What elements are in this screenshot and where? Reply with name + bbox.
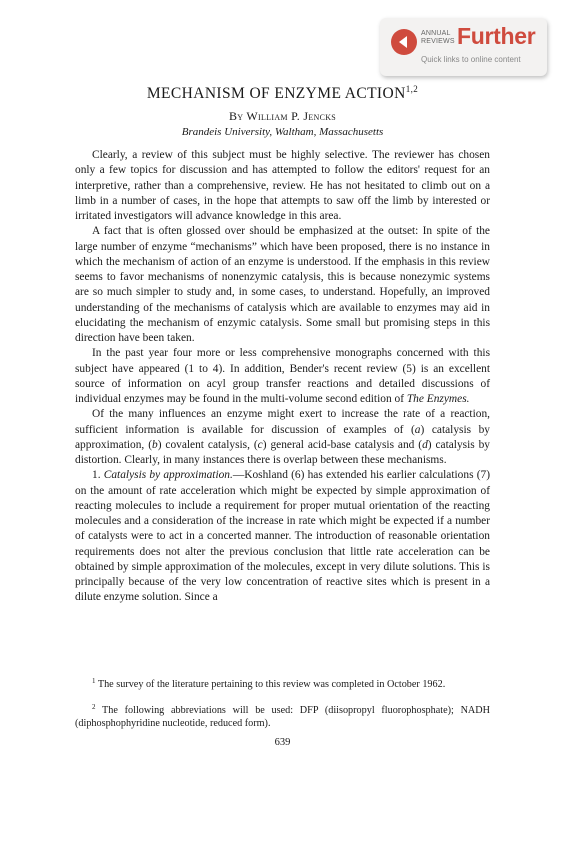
paragraph-5: 1. Catalysis by approximation.—Koshland (6) has extended his earlier calculations (7) on the amount of rate acceleration which might be expected by simple approximation of reacting molecules to include a requirement for proper mutual orientation of the reacting molecules and a consideration of the increase in rate which might be expected if a number of catalysts were to act in a concerted manner. The introduction of reasonable orientation requirements does not alter the previous conclusion that little rate acceleration can be obtained by simple approximation of the molecules, except in very dilute solutions. This is principally because of the very low concentration of reactive sites which is present in a dilute enzyme solution. Since a [75, 469, 491, 604]
footnote-1: $^1$ The survey of the literature pertaining to this review was completed in October 1962. [92, 677, 446, 690]
section-heading: Catalysis by approximation. [103, 469, 233, 482]
paragraph-4: Of the many influences an enzyme might exert to increase the rate of a reaction, sufficient information is available for discussion of examples of (a) catalysis by approximation, (b) covalent catalysis, (c) general acid-base catalysis and (d) catalysis by distortion. Clearly, in many instances there is overlap between these mechanisms. [75, 408, 490, 466]
book-title: The Enzymes. [406, 393, 470, 405]
affiliation: Brandeis University, Waltham, Massachusetts [181, 126, 384, 138]
paragraph-1: Clearly, a review of this subject must be highly selective. The reviewer has chosen only a few topics for discussion and has attempted to follow the editors' request for an interpretive, rather than a comprehensive, review. He has not hesitated to climb out on a limb in a number of cases, in the hope that attempts to saw off the limb by interested or irritated investigators will advance knowledge in this area. [75, 149, 490, 222]
badge-publisher-label: ANNUAL REVIEWS [421, 30, 455, 45]
article-body [75, 148, 490, 606]
paragraph-3: In the past year four more or less comprehensive monographs concerned with this subject have appeared (1 to 4). In addition, Bender's recent review (5) is an excellent source of information on acyl group transfer reactions and detailed discussions of individual enzymes may be found in the multi-volume second edition of The Enzymes. [75, 347, 490, 405]
article-title: MECHANISM OF ENZYME ACTION$^{1,2}$ [146, 84, 419, 102]
badge-further-label: Further [457, 23, 536, 49]
badge-subtitle: Quick links to online content [421, 55, 521, 64]
footnote-2: $^2$ The following abbreviations will be used: DFP (diisopropyl fluorophosphate); NADH (diphosphophyridine nucleotide, reduced form). [75, 703, 490, 729]
author-line: By William P. Jencks [228, 109, 337, 123]
title-footnote-marks: 1,2 [405, 84, 419, 94]
further-badge[interactable] [380, 18, 547, 76]
page-number: 639 [274, 737, 291, 748]
arrow-left-circle-icon [391, 29, 417, 55]
paragraph-2: A fact that is often glossed over should be emphasized at the outset: In spite of the large number of enzyme “mechanisms” which have been proposed, there is no instance in which the mechanism of action of an enzyme is understood. If the emphasis in this review seems to favor mechanisms of nonenzymic catalysis, this is because nonezymic systems are so much simpler to study and, in some cases, to understand. Hopefully, an improved understanding of the mechanisms of catalysis which are available to enzymes may aid in elucidating the mechanism of enzymic catalysis. Some small but promising steps in this direction have been taken. [75, 225, 490, 344]
